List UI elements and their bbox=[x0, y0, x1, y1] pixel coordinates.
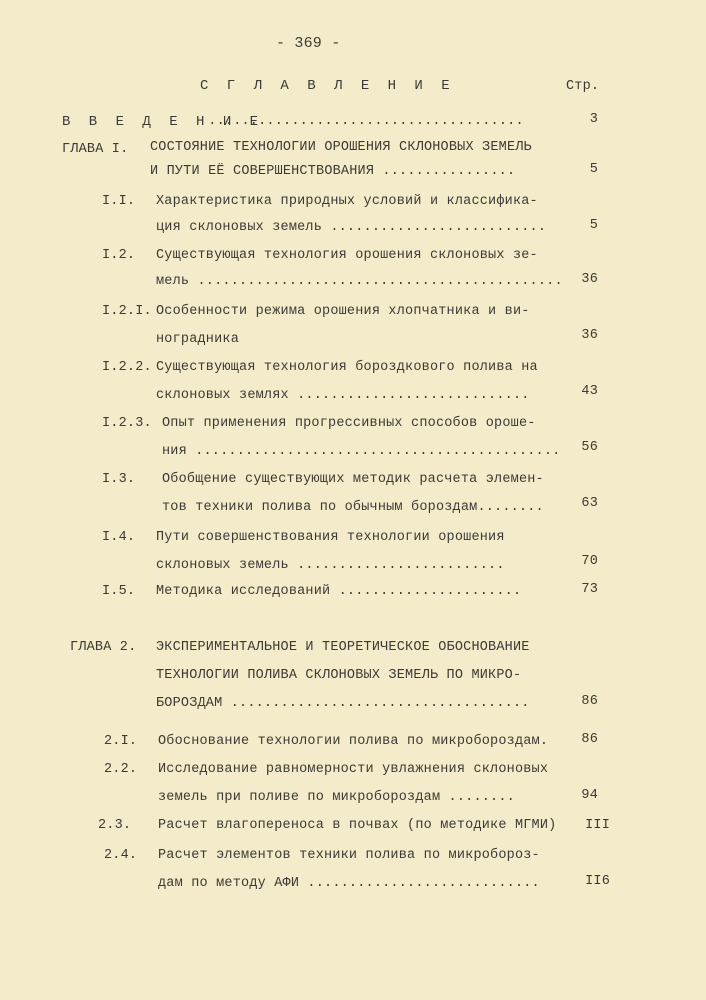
entry-2-3-num: 2.3. bbox=[98, 818, 132, 833]
entry-1-4-line2: склоновых земель ......................... bbox=[156, 558, 505, 573]
entry-1-1-line1: Характеристика природных условий и классифика- bbox=[156, 194, 538, 209]
entry-chapter1-line1: СОСТОЯНИЕ ТЕХНОЛОГИИ ОРОШЕНИЯ СКЛОНОВЫХ ЗЕМЕЛЬ bbox=[150, 140, 532, 155]
entry-1-5-num: I.5. bbox=[102, 584, 136, 599]
entry-1-2-3-page: 56 bbox=[581, 440, 598, 455]
entry-chapter1-page: 5 bbox=[589, 162, 598, 177]
entry-1-2-line2: мель ............................................ bbox=[156, 274, 563, 289]
entry-2-4-line2: дам по методу АФИ ............................ bbox=[158, 876, 540, 891]
entry-1-2-1-page: 36 bbox=[581, 328, 598, 343]
entry-2-1-line1: Обоснование технологии полива по микробороздам. bbox=[158, 734, 549, 749]
entry-2-4-line1: Расчет элементов техники полива по микробороз- bbox=[158, 848, 540, 863]
entry-1-2-2-line2: склоновых землях ............................ bbox=[156, 388, 530, 403]
entry-chapter2-line2: ТЕХНОЛОГИИ ПОЛИВА СКЛОНОВЫХ ЗЕМЕЛЬ ПО МИКРО- bbox=[156, 668, 522, 683]
entry-1-1-num: I.I. bbox=[102, 194, 136, 209]
entry-chapter2-num: ГЛАВА 2. bbox=[70, 640, 137, 655]
entry-1-5-line1: Методика исследований ...................... bbox=[156, 584, 522, 599]
entry-2-3-line1: Расчет влагопереноса в почвах (по методике МГМИ) bbox=[158, 818, 557, 833]
entry-2-2-line1: Исследование равномерности увлажнения склоновых bbox=[158, 762, 549, 777]
entry-1-2-num: I.2. bbox=[102, 248, 136, 263]
entry-chapter2-line3: БОРОЗДАМ .................................... bbox=[156, 696, 530, 711]
entry-1-2-1-num: I.2.I. bbox=[102, 304, 152, 319]
entry-intro-label: В В Е Д Е Н И Е bbox=[62, 114, 264, 130]
page-column-label: Стр. bbox=[566, 79, 600, 94]
entry-1-2-3-line1: Опыт применения прогрессивных способов ороше- bbox=[162, 416, 536, 431]
entry-2-1-num: 2.I. bbox=[104, 734, 138, 749]
entry-chapter2-page: 86 bbox=[581, 694, 598, 709]
entry-2-4-num: 2.4. bbox=[104, 848, 138, 863]
entry-1-1-line2: ция склоновых земель .......................... bbox=[156, 220, 547, 235]
entry-1-2-2-page: 43 bbox=[581, 384, 598, 399]
entry-1-2-2-num: I.2.2. bbox=[102, 360, 152, 375]
entry-chapter1-num: ГЛАВА I. bbox=[62, 142, 129, 157]
entry-chapter2-line1: ЭКСПЕРИМЕНТАЛЬНОЕ И ТЕОРЕТИЧЕСКОЕ ОБОСНОВАНИЕ bbox=[156, 640, 530, 655]
entry-1-3-page: 63 bbox=[581, 496, 598, 511]
entry-2-2-num: 2.2. bbox=[104, 762, 138, 777]
entry-2-4-page: II6 bbox=[585, 874, 610, 889]
entry-2-2-page: 94 bbox=[581, 788, 598, 803]
entry-1-2-1-line1: Особенности режима орошения хлопчатника и ви- bbox=[156, 304, 530, 319]
entry-1-5-page: 73 bbox=[581, 582, 598, 597]
entry-intro-page: 3 bbox=[589, 112, 598, 127]
entry-chapter1-line2: И ПУТИ ЕЁ СОВЕРШЕНСТВОВАНИЯ ................ bbox=[150, 164, 516, 179]
entry-2-2-line2: земель при поливе по микробороздам ........ bbox=[158, 790, 515, 805]
entry-intro-dots: ...................................... bbox=[200, 114, 524, 129]
entry-1-3-num: I.3. bbox=[102, 472, 136, 487]
toc-title: С Г Л А В Л Е Н И Е bbox=[200, 78, 455, 94]
entry-1-4-line1: Пути совершенствования технологии орошения bbox=[156, 530, 505, 545]
entry-1-2-3-num: I.2.3. bbox=[102, 416, 152, 431]
entry-1-2-page: 36 bbox=[581, 272, 598, 287]
entry-2-3-page: III bbox=[585, 818, 610, 833]
entry-2-1-page: 86 bbox=[581, 732, 598, 747]
entry-1-4-page: 70 bbox=[581, 554, 598, 569]
entry-1-4-num: I.4. bbox=[102, 530, 136, 545]
entry-1-3-line2: тов техники полива по обычным бороздам........ bbox=[162, 500, 544, 515]
entry-1-2-3-line2: ния ............................................ bbox=[162, 444, 561, 459]
entry-1-2-1-line2: ноградника bbox=[156, 332, 240, 347]
page-number: - 369 - bbox=[276, 35, 341, 52]
entry-1-2-line1: Существующая технология орошения склоновых зе- bbox=[156, 248, 538, 263]
entry-1-3-line1: Обобщение существующих методик расчета элемен- bbox=[162, 472, 544, 487]
entry-1-1-page: 5 bbox=[589, 218, 598, 233]
entry-1-2-2-line1: Существующая технология бороздкового полива на bbox=[156, 360, 538, 375]
